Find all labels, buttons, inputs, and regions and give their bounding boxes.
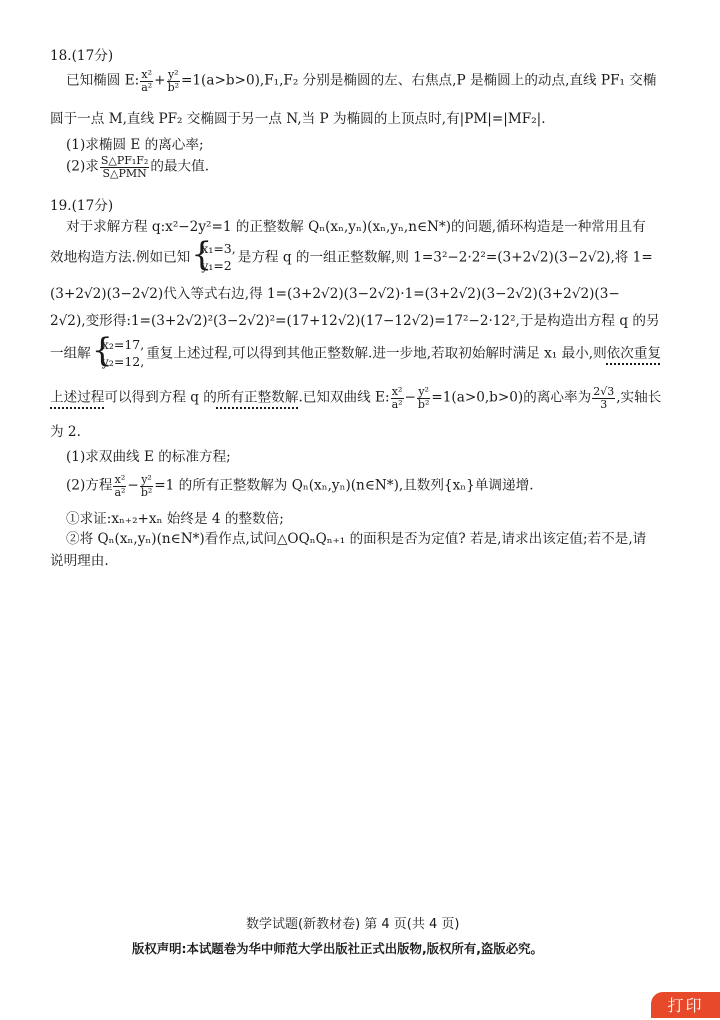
q19-line1: 对于求解方程 q:x²−2y²=1 的正整数解 Qₙ(xₙ,yₙ)(xₙ,yₙ,n∈N*)的问题,循环构造是一种常用且有 — [66, 219, 646, 235]
q18-statement-line1: 已知椭圆 E: $\frac{\text{x²}}{\text{a²}}$ + $\frac{\text{y²}}{\text{b²}}$ =1(a>b>0),F₁,F₂ 分别是椭圆的左、右焦点,P 是椭圆上的动点,直线 PF₁ 交椭 — [66, 68, 657, 94]
q19-line3: (3+2√2)(3−2√2)代入等式右边,得 1=(3+2√2)(3−2√2)·1=(3+2√2)(3−2√2)(3+2√2)(3− — [50, 286, 620, 302]
q18-statement-line2: 圆于一点 M,直线 PF₂ 交椭圆于另一点 N,当 P 为椭圆的上顶点时,有|PM|=|MF₂|. — [50, 111, 546, 127]
q19-subpart1: ①求证:xₙ₊₂+xₙ 始终是 4 的整数倍; — [66, 511, 284, 527]
q19-line4: 2√2),变形得:1=(3+2√2)²(3−2√2)²=(17+12√2)(17−12√2)=17²−2·12²,于是构造出方程 q 的另 — [50, 313, 660, 329]
page-footer-info: 数学试题(新教材卷) 第 4 页(共 4 页) — [246, 917, 460, 932]
fraction: $\frac{\text{y²}}{\text{b²}}$ — [167, 68, 180, 94]
emphasis-text: 上述过程 — [50, 389, 105, 406]
q19-subpart2-line2: 说明理由. — [50, 553, 109, 569]
fraction: $\frac{2√3}{3}$ — [593, 385, 615, 411]
q18-text: 已知椭圆 E: — [66, 72, 140, 89]
q18-heading: 18.(17分) — [50, 48, 114, 64]
copyright-notice: 版权声明:本试题卷为华中师范大学出版社正式出版物,版权所有,盗版必究。 — [132, 941, 543, 956]
equation-system: { x₂=17, y₂=12, — [93, 337, 144, 371]
fraction: $\frac{\text{x²}}{\text{a²}}$ — [141, 68, 153, 94]
q19-line7: 为 2. — [50, 424, 81, 440]
q18-part2: (2)求 $\frac{\text{S△PF₁F₂}}{\text{S△PMN}}$ 的最大值. — [66, 154, 210, 180]
print-button[interactable]: 打印 — [651, 992, 720, 1018]
q18-part1: (1)求椭圆 E 的离心率; — [66, 137, 204, 153]
q19-part2: (2)方程 $\frac{\text{x²}}{\text{a²}}$ − $\frac{\text{y²}}{\text{b²}}$ =1 的所有正整数解为 Qₙ(xₙ,yₙ)(n∈N*),且数列{xₙ}单调递增. — [66, 473, 534, 499]
area-ratio-fraction: $\frac{\text{S△PF₁F₂}}{\text{S△PMN}}$ — [100, 154, 149, 180]
q19-part1: (1)求双曲线 E 的标准方程; — [66, 449, 231, 465]
q19-subpart2-line1: ②将 Qₙ(xₙ,yₙ)(n∈N*)看作点,试问△OQₙQₙ₊₁ 的面积是否为定值? 若是,请求出该定值;若不是,请 — [66, 531, 647, 547]
q18-text: =1(a>b>0),F₁,F₂ 分别是椭圆的左、右焦点,P 是椭圆上的动点,直线 PF₁ 交椭 — [181, 72, 657, 89]
equation-system: { x₁=3, y₁=2 — [192, 241, 235, 275]
emphasis-text: 依次重复 — [606, 345, 662, 362]
q19-line6: 上述过程可以得到方程 q 的所有正整数解.已知双曲线 E: $\frac{\text{x²}}{\text{a²}}$ − $\frac{\text{y²}}{\text{b²}}$ =1(a>0,b>0)的离心率为 $\frac{2√3}{3}$ ,实轴长 — [50, 385, 662, 411]
fraction: $\frac{\text{x²}}{\text{a²}}$ — [114, 473, 126, 499]
fraction: $\frac{\text{y²}}{\text{b²}}$ — [417, 385, 430, 411]
fraction: $\frac{\text{y²}}{\text{b²}}$ — [140, 473, 153, 499]
q19-heading: 19.(17分) — [50, 198, 114, 214]
emphasis-text: 所有正整数解 — [216, 389, 299, 406]
q19-line5: 一组解 { x₂=17, y₂=12, 重复上述过程,可以得到其他正整数解.进一步地,若取初始解时满足 x₁ 最小,则依次重复 — [50, 337, 661, 371]
q19-line2: 效地构造方法.例如已知 { x₁=3, y₁=2 是方程 q 的一组正整数解,则 1=3²−2·2²=(3+2√2)(3−2√2),将 1= — [50, 241, 653, 275]
fraction: $\frac{\text{x²}}{\text{a²}}$ — [391, 385, 403, 411]
